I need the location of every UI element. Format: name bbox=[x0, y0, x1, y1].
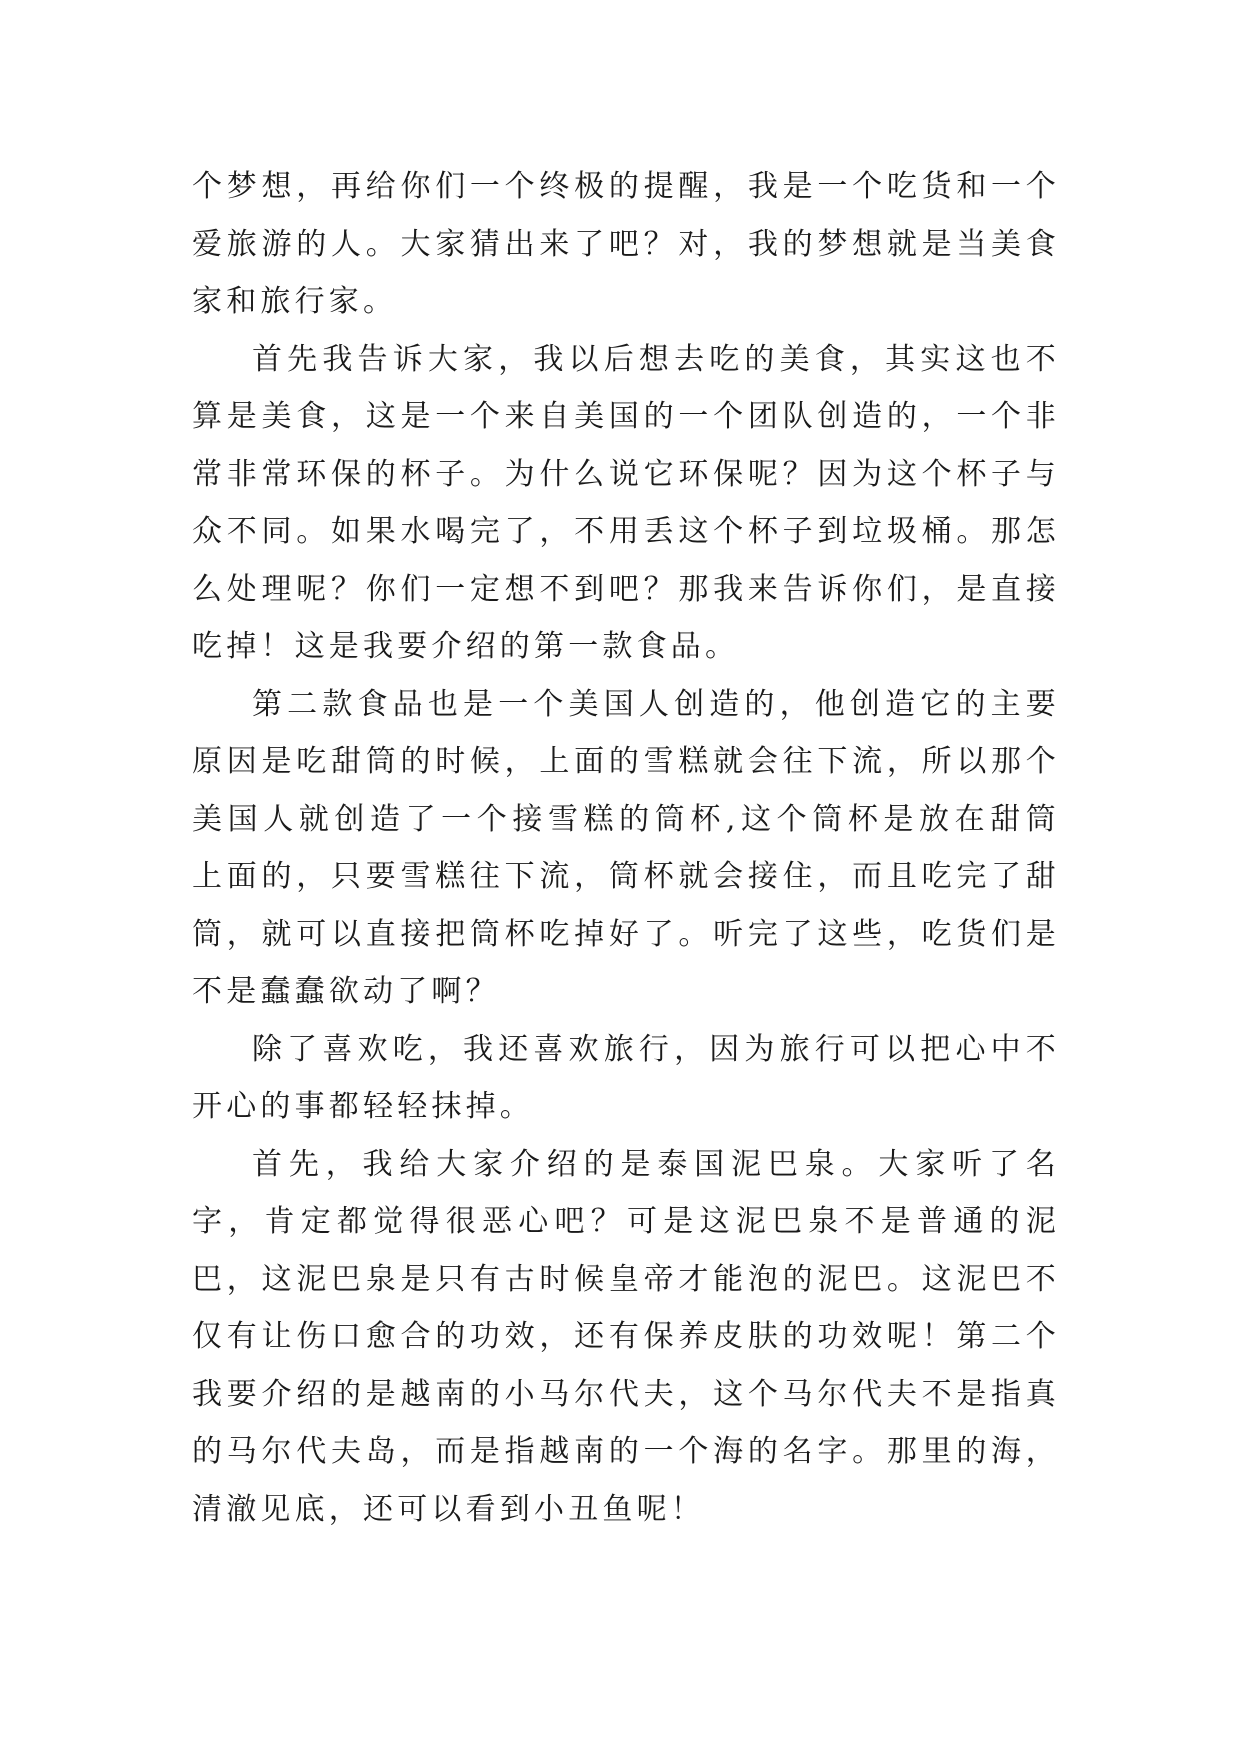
paragraph-4: 除了喜欢吃，我还喜欢旅行，因为旅行可以把心中不开心的事都轻轻抹掉。 bbox=[192, 1031, 1060, 1124]
document-body bbox=[192, 158, 1060, 1538]
paragraph-3: 第二款食品也是一个美国人创造的，他创造它的主要原因是吃甜筒的时候，上面的雪糕就会往下流，所以那个美国人就创造了一个接雪糕的筒杯,这个筒杯是放在甜筒上面的，只要雪糕往下流，筒杯就会接住，而且吃完了甜筒，就可以直接把筒杯吃掉好了。听完了这些，吃货们是不是蠢蠢欲动了啊？ bbox=[192, 686, 1060, 1009]
paragraph-5: 首先，我给大家介绍的是泰国泥巴泉。大家听了名字，肯定都觉得很恶心吧？可是这泥巴泉不是普通的泥巴，这泥巴泉是只有古时候皇帝才能泡的泥巴。这泥巴不仅有让伤口愈合的功效，还有保养皮肤的功效呢！第二个我要介绍的是越南的小马尔代夫，这个马尔代夫不是指真的马尔代夫岛，而是指越南的一个海的名字。那里的海，清澈见底，还可以看到小丑鱼呢！ bbox=[192, 1146, 1060, 1527]
paragraph-1: 个梦想，再给你们一个终极的提醒，我是一个吃货和一个爱旅游的人。大家猜出来了吧？对，我的梦想就是当美食家和旅行家。 bbox=[192, 169, 1060, 319]
paragraph-2: 首先我告诉大家，我以后想去吃的美食，其实这也不算是美食，这是一个来自美国的一个团队创造的，一个非常非常环保的杯子。为什么说它环保呢？因为这个杯子与众不同。如果水喝完了，不用丢这个杯子到垃圾桶。那怎么处理呢？你们一定想不到吧？那我来告诉你们，是直接吃掉！这是我要介绍的第一款食品。 bbox=[192, 341, 1060, 664]
